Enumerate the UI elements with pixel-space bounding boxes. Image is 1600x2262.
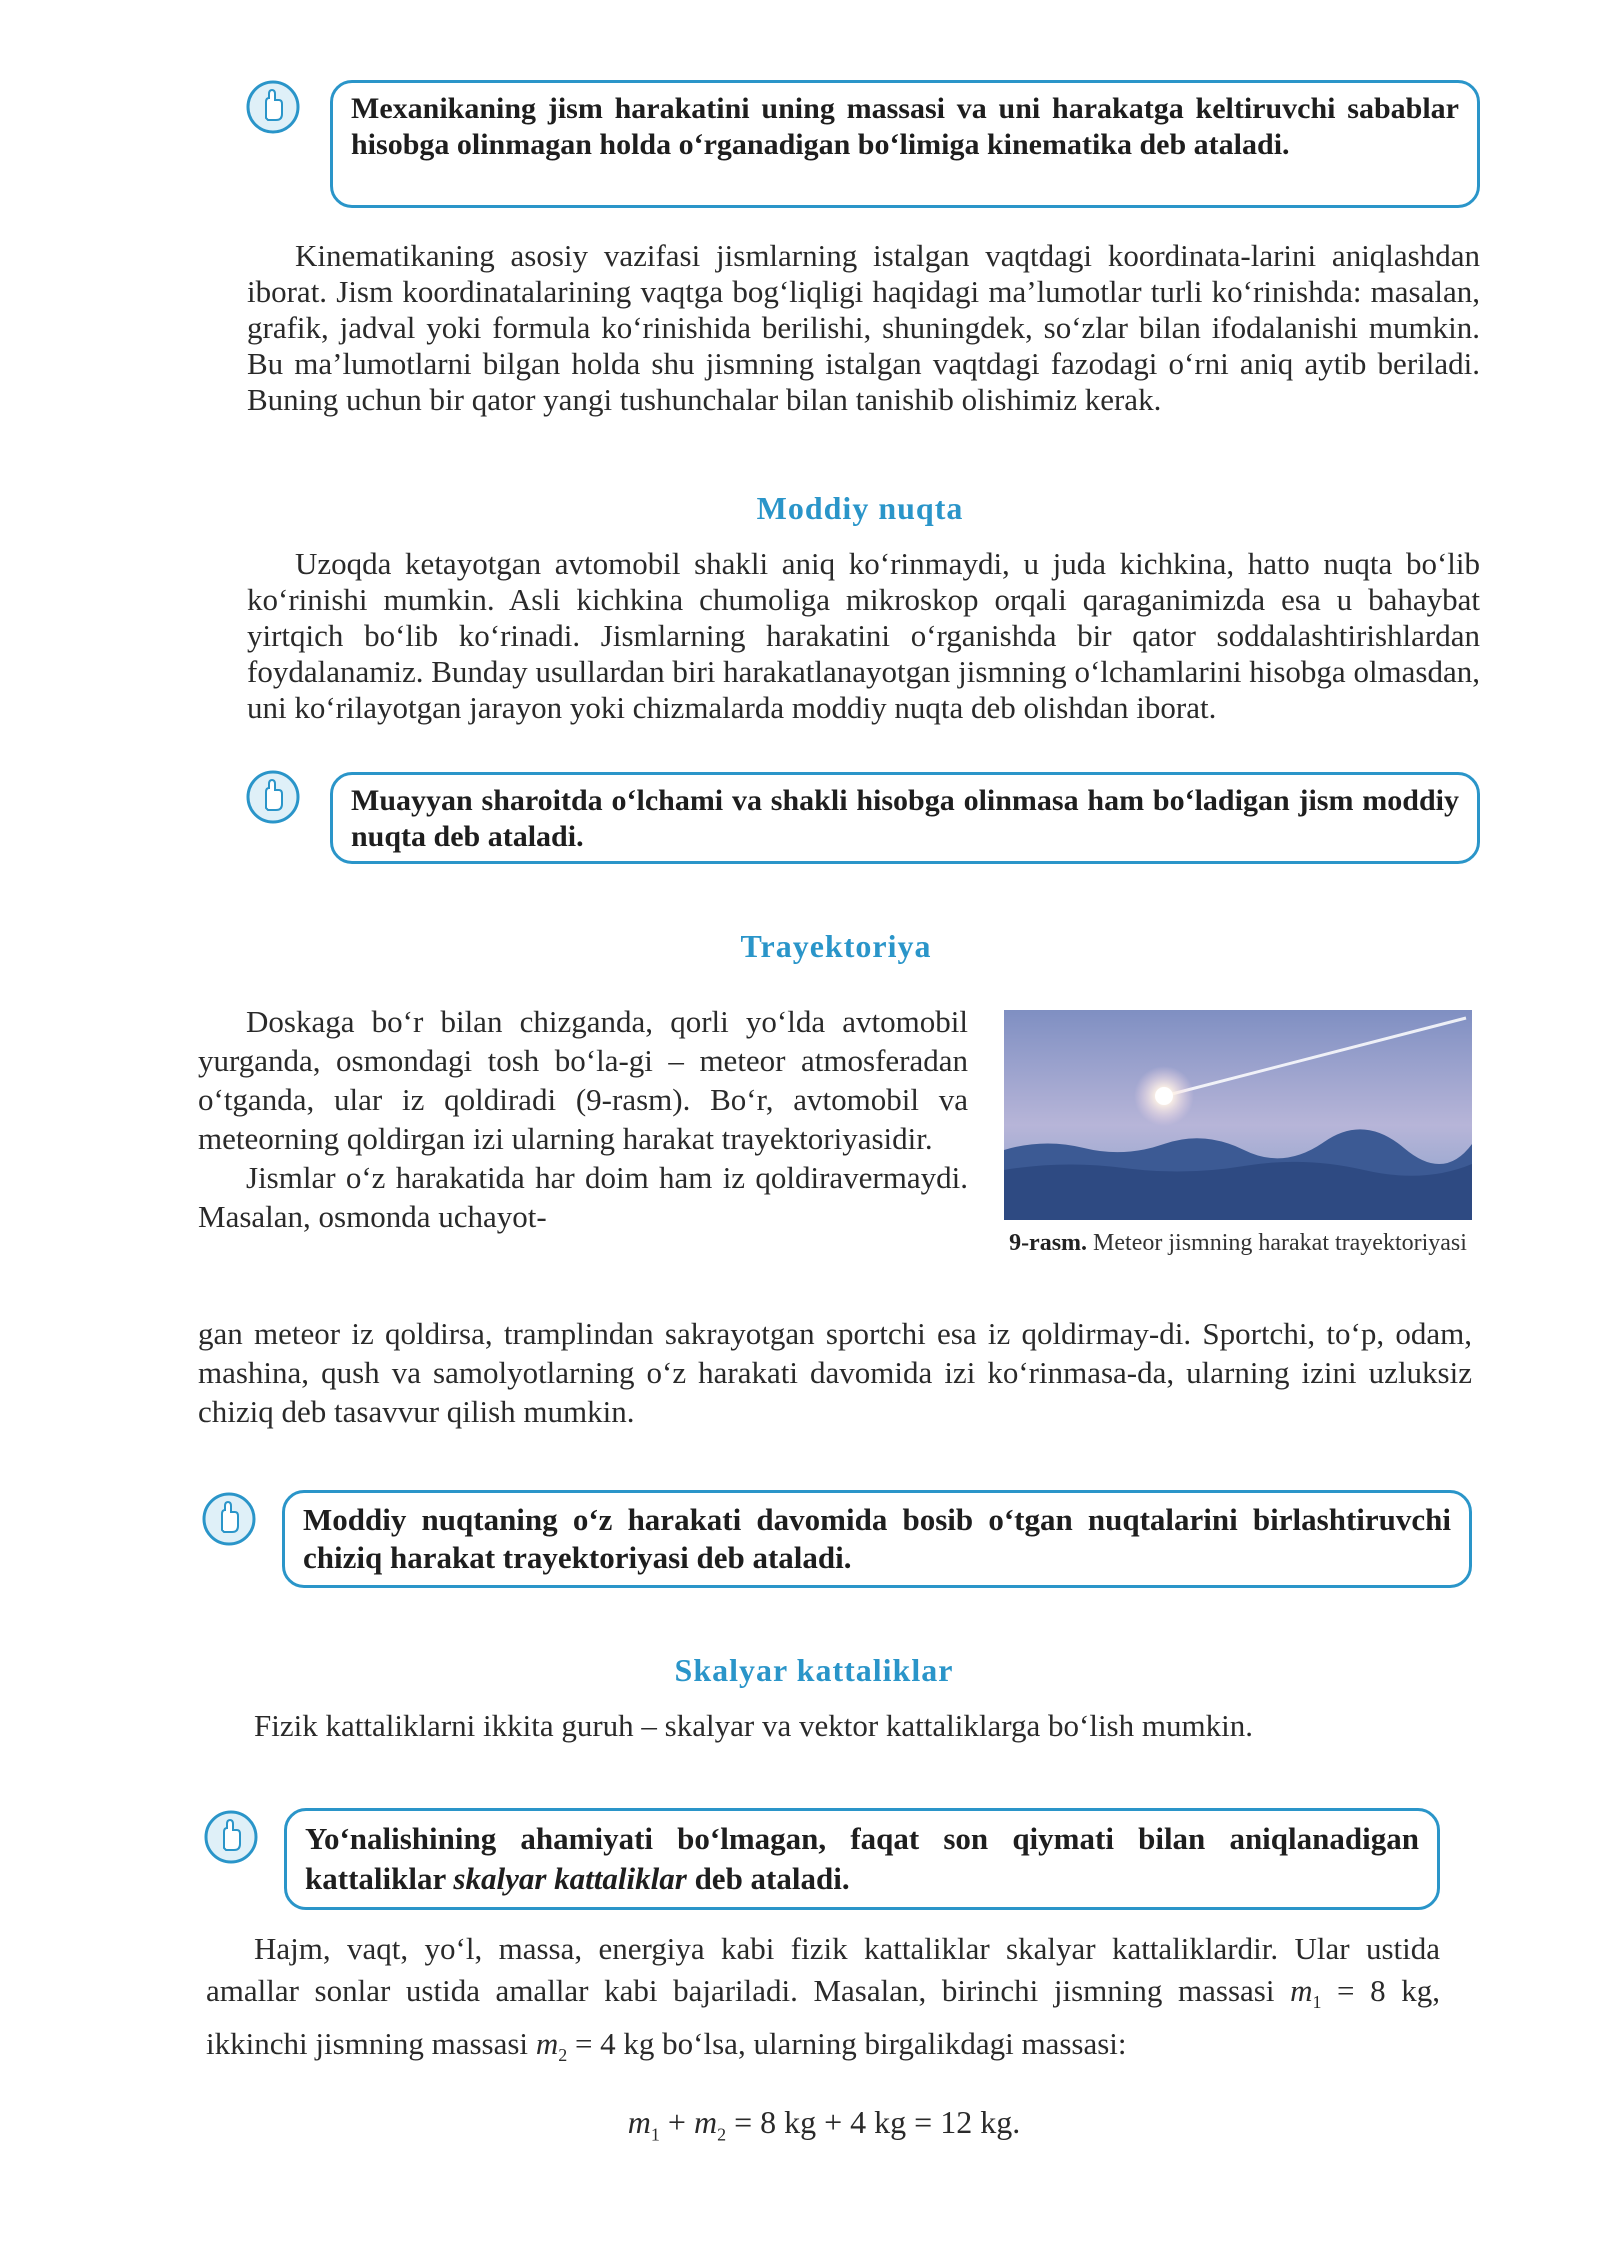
hand-pointing-icon [244, 768, 302, 826]
section-heading-scalar: Skalyar kattaliklar [674, 1652, 954, 1688]
definition-box-kinematics [330, 80, 1480, 208]
definition-text: Moddiy nuqtaning o‘z harakati davomida bosib o‘tgan nuqtalarini birlashtiruvchi chiziq harakat trayektoriyasi deb ataladi. [303, 1502, 1451, 1575]
definition-box-trajectory [282, 1490, 1472, 1588]
paragraph-physical-quantities: Fizik kattaliklarni ikkita guruh – skalyar va vektor kattaliklarga bo‘lish mumkin. [254, 1708, 1253, 1743]
section-heading-material-point: Moddiy nuqta [756, 490, 964, 526]
paragraph-kinematics-task: Kinematikaning asosiy vazifasi jismlarning istalgan vaqtdagi koordinata-larini aniqlashdan iborat. Jism koordinatalarining vaqtga bog‘liqligi haqidagi ma’lumotlar turli ko‘rinishda: masalan, grafik, jadval yoki formula ko‘rinishida berilishi, shuningdek, so‘zlar bilan ifodalanishi mumkin. Bu ma’lumotlarni bilgan holda shu jismning istalgan vaqtdagi fazodagi o‘rni aniq aytib beriladi. Buning uchun bir qator yangi tushunchalar bilan tanishib olishimiz kerak. [247, 238, 1480, 417]
paragraph-trajectory-intro: Doskaga bo‘r bilan chizganda, qorli yo‘lda avtomobil yurganda, osmondagi tosh bo‘la-gi – meteor atmosferadan o‘tganda, ular iz qoldiradi (9-rasm). Bo‘r, avtomobil va meteorning qoldirgan izi ularning harakat trayektoriyasidir. Jismlar o‘z harakatida har doim ham iz qoldiravermaydi. Masalan, osmonda uchayot- [198, 1004, 968, 1234]
paragraph-trajectory-continued: gan meteor iz qoldirsa, tramplindan sakrayotgan sportchi esa iz qoldirmay-di. Sportchi, to‘p, odam, mashina, qush va samolyotlarning o‘z harakati davomida izi ko‘rinmasa-da, ularning izini uzluksiz chiziq deb tasavvur qilish mumkin. [198, 1316, 1472, 1429]
formula-mass-sum: $m_1 + m_2 = 8$ kg + 4 kg = 12 kg. [627, 2104, 1021, 2145]
definition-box-scalar [284, 1808, 1440, 1910]
section-heading-trajectory: Trayektoriya [740, 928, 932, 964]
hand-pointing-icon [202, 1808, 260, 1866]
hand-pointing-icon [200, 1490, 258, 1548]
paragraph-material-point: Uzoqda ketayotgan avtomobil shakli aniq ko‘rinmaydi, u juda kichkina, hatto nuqta bo‘lib ko‘rinishi mumkin. Asli kichkina chumoliga mikroskop orqali qaraganimizda esa u bahaybat yirtqich bo‘lib ko‘rinadi. Jismlarning harakatini o‘rganishda bir qator soddalashtirishlardan foydalanamiz. Bunday usullardan biri harakatlanayotgan jismning o‘lchamlarini hisobga olmasdan, uni ko‘rilayotgan jarayon yoki chizmalarda moddiy nuqta deb olishdan iborat. [247, 546, 1480, 725]
meteor-photo [1004, 1010, 1472, 1220]
paragraph-scalar-examples: Hajm, vaqt, yo‘l, massa, energiya kabi fizik kattaliklar skalyar kattaliklardir. Ular ustida amallar sonlar ustida amallar kabi bajariladi. Masalan, birinchi jismning massasi $m_1 = 8$ kg, ikkinchi jismning massasi $m_2 = 4$ kg bo‘lsa, ularning birgalikdagi massasi: [206, 1931, 1440, 2066]
figure-caption: 9-rasm. Meteor jismning harakat trayektoriyasi [1009, 1230, 1467, 1256]
definition-box-material-point [330, 772, 1480, 864]
definition-text: Muayyan sharoitda o‘lchami va shakli hisobga olinmasa ham bo‘ladigan jism moddiy nuqta deb ataladi. [351, 784, 1459, 853]
definition-text: Yo‘nalishining ahamiyati bo‘lmagan, faqat son qiymati bilan aniqlanadigan kattaliklar skalyar kattaliklar deb ataladi. [305, 1821, 1419, 1896]
definition-text: Mexanikaning jism harakatini uning massasi va uni harakatga keltiruvchi sabablar hisobga olinmagan holda o‘rganadigan bo‘limiga kinematika deb ataladi. [351, 92, 1459, 161]
hand-pointing-icon [244, 78, 302, 136]
